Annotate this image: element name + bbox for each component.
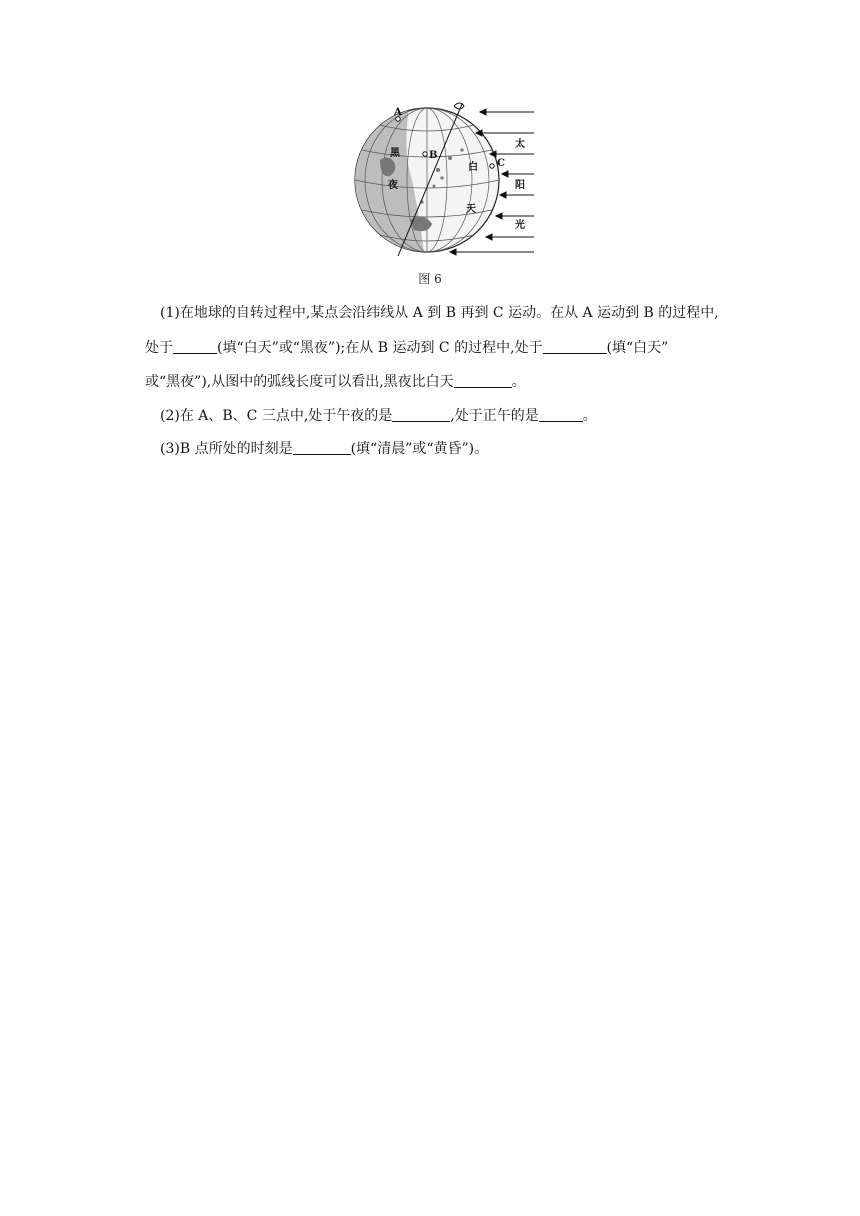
q3-text-a: (3)B 点所处的时刻是 [160, 441, 293, 457]
answer-blank-q1-c[interactable] [454, 374, 512, 388]
sunlight-char-1: 太 [515, 139, 525, 150]
label-a: A [394, 107, 402, 118]
q3-text-b: (填“清晨”或“黄昏”)。 [350, 441, 489, 457]
question-3 [160, 441, 760, 457]
answer-blank-q2-b[interactable] [539, 408, 583, 422]
q1-text-2b: (填“白天”或“黑夜”);在从 B 运动到 C 的过程中,处于 [217, 340, 543, 356]
sunlight-char-2: 阳 [515, 180, 525, 191]
question-1-line-1 [160, 305, 760, 321]
q2-text-b: ,处于正午的是 [450, 408, 539, 424]
q2-text-c: 。 [582, 408, 597, 424]
answer-blank-q2-a[interactable] [392, 408, 450, 422]
label-day-1: 白 [468, 162, 478, 173]
label-night-2: 夜 [388, 180, 398, 191]
label-day-2: 天 [466, 204, 476, 215]
answer-blank-q3[interactable] [293, 441, 351, 455]
label-b: B [429, 150, 438, 161]
answer-blank-q1-a[interactable] [173, 340, 217, 354]
figure-caption: 图 6 [418, 272, 442, 286]
answer-blank-q1-b[interactable] [543, 340, 607, 354]
point-c [490, 164, 494, 168]
q1-text-3b: 。 [511, 374, 526, 390]
point-b [423, 152, 427, 156]
label-c: C [497, 158, 505, 169]
question-1-line-3 [145, 374, 745, 390]
sunlight-char-3: 光 [515, 220, 525, 231]
question-2 [160, 408, 760, 424]
q1-text-2a: 处于 [145, 340, 173, 356]
q1-text-line1: (1)在地球的自转过程中,某点会沿纬线从 A 到 B 再到 C 运动。在从 A 运动到 B 的过程中, [160, 305, 719, 321]
label-night-1: 黑 [390, 148, 400, 159]
q2-text-a: (2)在 A、B、C 三点中,处于午夜的是 [160, 408, 393, 424]
earth-illumination-figure [350, 100, 540, 260]
earth-diagram [350, 100, 540, 260]
question-1-line-2 [145, 340, 745, 356]
q1-text-2c: (填“白天” [606, 340, 669, 356]
q1-text-3a: 或“黑夜”),从图中的弧线长度可以看出,黑夜比白天 [145, 374, 454, 390]
rotation-arrow-icon [454, 103, 464, 109]
